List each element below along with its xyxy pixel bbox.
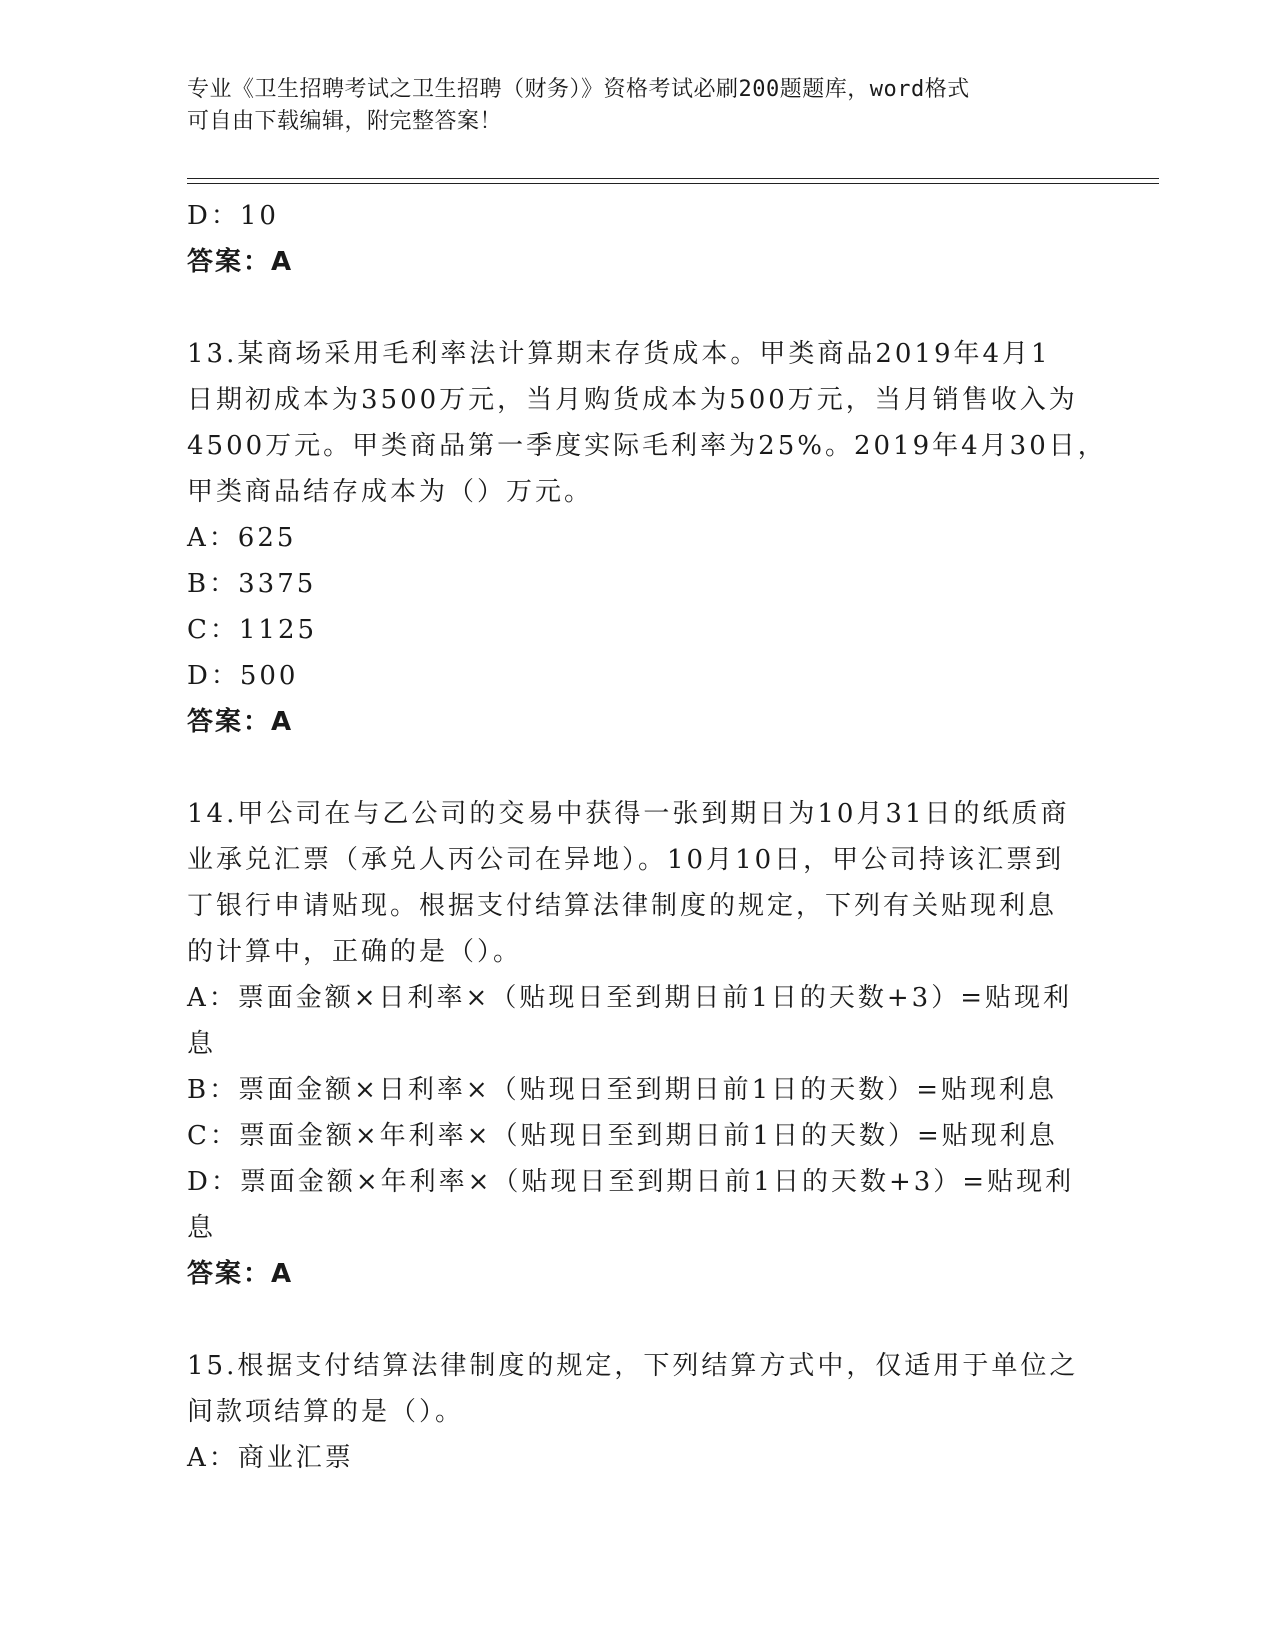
question-stem-line: 4500万元。甲类商品第一季度实际毛利率为25%。2019年4月30日， <box>187 431 1107 461</box>
option-d: D：10 <box>187 201 279 231</box>
answer-line: 答案：A <box>187 247 294 277</box>
spacer <box>187 285 1087 331</box>
option-d: D：票面金额×年利率×（贴现日至到期日前1日的天数+3）=贴现利 <box>187 1167 1075 1197</box>
question-stem-line: 丁银行申请贴现。根据支付结算法律制度的规定，下列有关贴现利息 <box>187 891 1058 921</box>
question-content <box>187 193 1107 1481</box>
header-line-2: 可自由下载编辑，附完整答案！ <box>187 109 503 134</box>
question-14 <box>187 791 1087 1297</box>
question-stem-line: 甲类商品结存成本为（）万元。 <box>187 477 594 507</box>
option-a: A：票面金额×日利率×（贴现日至到期日前1日的天数+3）=贴现利 <box>187 983 1073 1013</box>
question-stem-line: 的计算中，正确的是（）。 <box>187 937 523 967</box>
question-stem-line: 间款项结算的是（）。 <box>187 1397 465 1427</box>
option-c: C：票面金额×年利率×（贴现日至到期日前1日的天数）=贴现利息 <box>187 1121 1058 1151</box>
document-header <box>187 74 1087 138</box>
option-d: D：500 <box>187 661 299 691</box>
option-a-continued: 息 <box>187 1029 217 1059</box>
answer-line: 答案：A <box>187 707 294 737</box>
spacer <box>187 745 1087 791</box>
question-15 <box>187 1343 1087 1481</box>
option-a: A：商业汇票 <box>187 1443 354 1473</box>
question-stem-line: 业承兑汇票（承兑人丙公司在异地）。10月10日，甲公司持该汇票到 <box>187 845 1065 875</box>
option-b: B：3375 <box>187 569 317 599</box>
option-c: C：1125 <box>187 615 318 645</box>
answer-line: 答案：A <box>187 1259 294 1289</box>
question-stem-line: 日期初成本为3500万元，当月购货成本为500万元，当月销售收入为 <box>187 385 1078 415</box>
header-divider-top <box>187 178 1159 179</box>
spacer <box>187 1297 1087 1343</box>
header-divider-bottom <box>187 183 1159 184</box>
question-stem-line: 14.甲公司在与乙公司的交易中获得一张到期日为10月31日的纸质商 <box>187 799 1070 829</box>
header-line-1: 专业《卫生招聘考试之卫生招聘（财务）》资格考试必刷200题题库，word格式 <box>187 77 970 102</box>
option-b: B：票面金额×日利率×（贴现日至到期日前1日的天数）=贴现利息 <box>187 1075 1058 1105</box>
option-a: A：625 <box>187 523 297 553</box>
question-stem-line: 15.根据支付结算法律制度的规定，下列结算方式中，仅适用于单位之 <box>187 1351 1079 1381</box>
question-stem-line: 13.某商场采用毛利率法计算期末存货成本。甲类商品2019年4月1 <box>187 339 1051 369</box>
question-13 <box>187 331 1107 745</box>
option-d-continued: 息 <box>187 1213 217 1243</box>
